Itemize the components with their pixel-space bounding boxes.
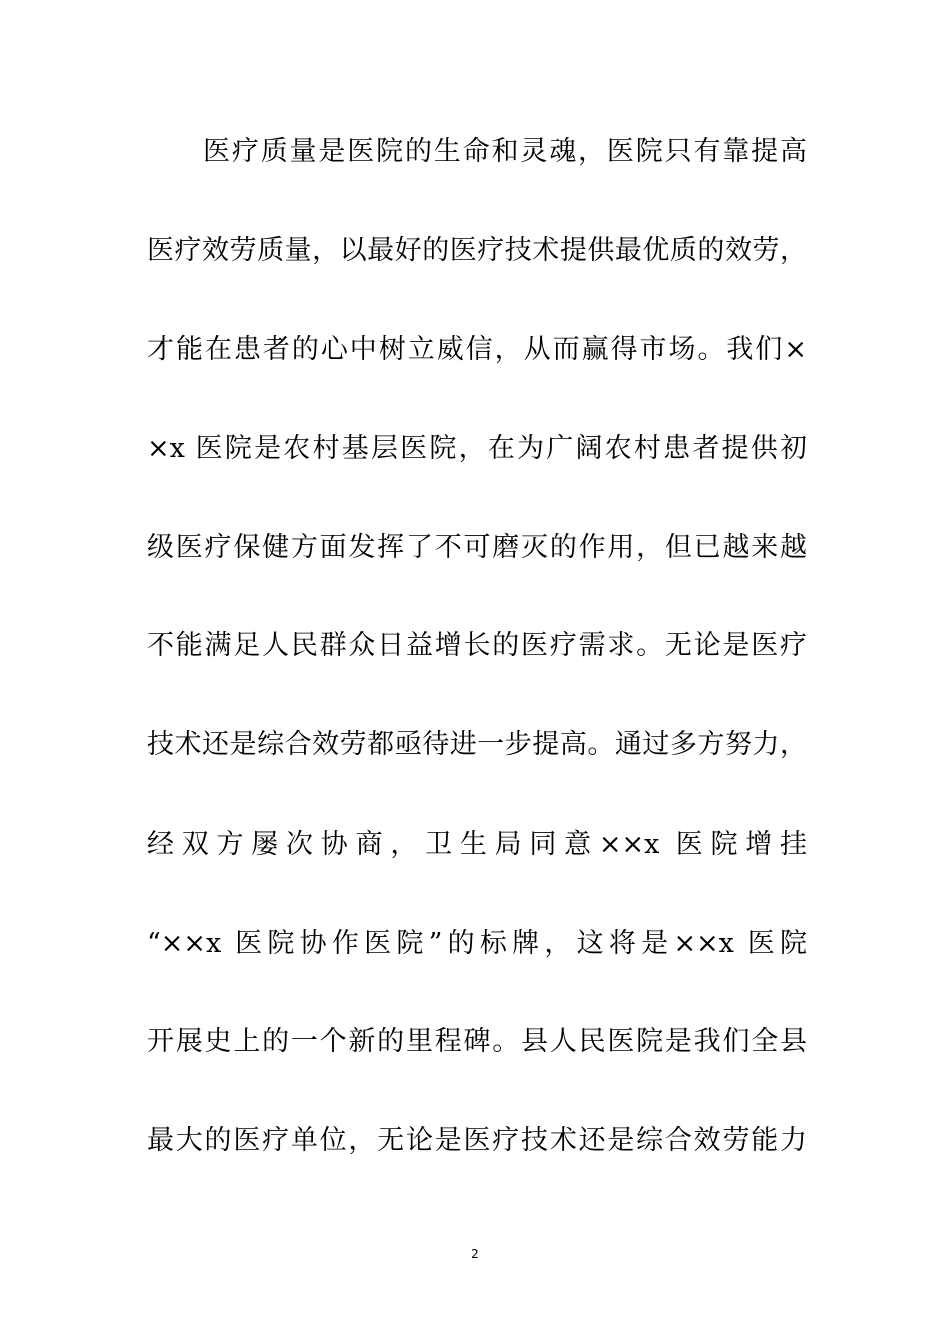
- paragraph-line-4: ×x 医院是农村基层医院，在为广阔农村患者提供初: [147, 433, 807, 464]
- paragraph-line-9: “××x 医院协作医院”的标牌，这将是××x 医院: [147, 928, 807, 959]
- paragraph-line-7: 技术还是综合效劳都亟待进一步提高。通过多方努力，: [147, 729, 807, 760]
- paragraph-line-3: 才能在患者的心中树立威信，从而赢得市场。我们×: [147, 334, 807, 365]
- page-number: 2: [471, 1247, 479, 1261]
- paragraph-line-8: 经双方屡次协商，卫生局同意××x 医院增挂: [147, 829, 807, 860]
- paragraph-line-1: 医疗质量是医院的生命和灵魂，医院只有靠提高: [203, 136, 807, 167]
- paragraph-line-2: 医疗效劳质量，以最好的医疗技术提供最优质的效劳，: [147, 235, 807, 266]
- paragraph-line-6: 不能满足人民群众日益增长的医疗需求。无论是医疗: [147, 630, 807, 661]
- paragraph-line-11: 最大的医疗单位，无论是医疗技术还是综合效劳能力: [147, 1125, 807, 1156]
- paragraph-line-5: 级医疗保健方面发挥了不可磨灭的作用，但已越来越: [147, 532, 807, 563]
- paragraph-line-10: 开展史上的一个新的里程碑。县人民医院是我们全县: [147, 1026, 807, 1057]
